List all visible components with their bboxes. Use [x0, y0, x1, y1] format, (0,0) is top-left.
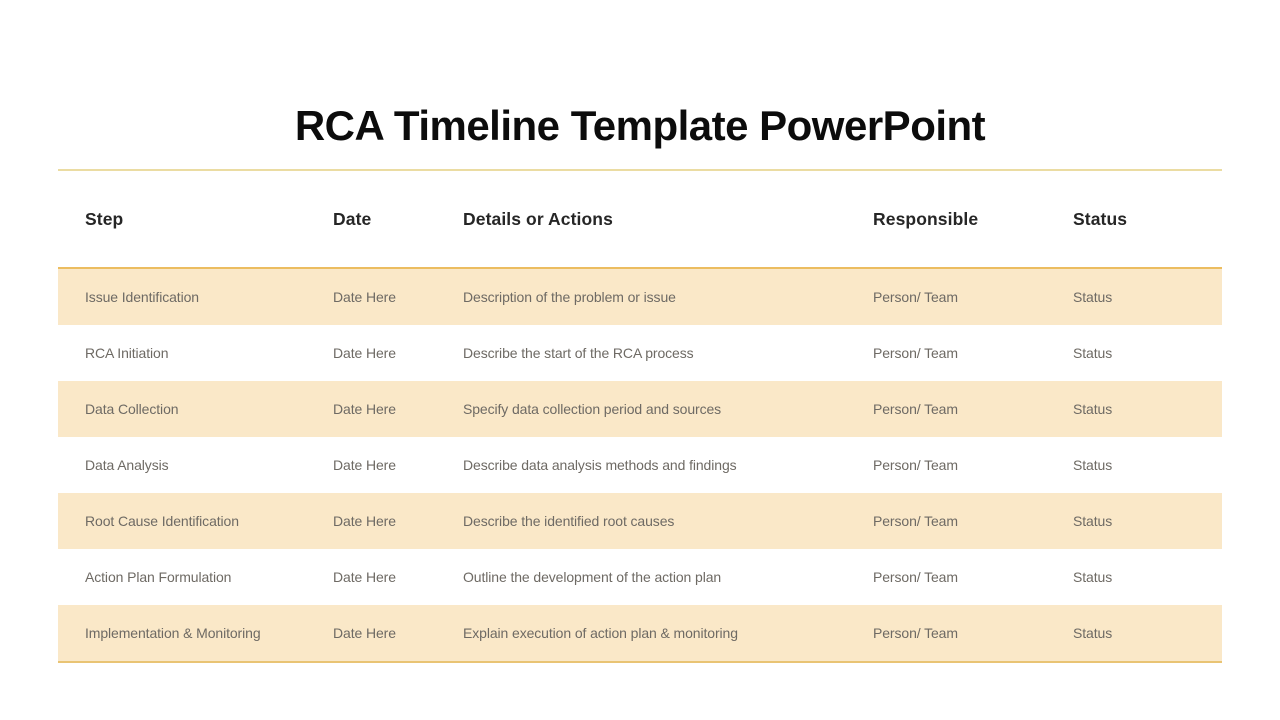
details-cell: Describe the start of the RCA process — [463, 345, 694, 361]
details-cell: Describe data analysis methods and findings — [463, 457, 737, 473]
details-cell: Outline the development of the action plan — [463, 569, 722, 585]
status-cell: Status — [1073, 625, 1113, 641]
step-cell: Root Cause Identification — [85, 513, 239, 529]
details-cell: Explain execution of action plan & monitoring — [463, 625, 738, 641]
table-row — [58, 381, 1222, 437]
status-cell: Status — [1073, 345, 1113, 361]
column-header-date: Date — [333, 208, 372, 229]
column-header-step: Step — [85, 208, 124, 229]
slide-title: RCA Timeline Template PowerPoint — [294, 102, 986, 150]
step-cell: Action Plan Formulation — [85, 569, 232, 585]
column-header-details: Details or Actions — [463, 208, 613, 229]
responsible-cell: Person/ Team — [873, 569, 958, 585]
table-header-row — [58, 171, 1222, 267]
step-cell: Data Analysis — [85, 457, 169, 473]
responsible-cell: Person/ Team — [873, 289, 958, 305]
table-row — [58, 605, 1222, 661]
details-cell: Describe the identified root causes — [463, 513, 675, 529]
table-row — [58, 325, 1222, 381]
date-cell: Date Here — [333, 513, 396, 529]
responsible-cell: Person/ Team — [873, 513, 958, 529]
column-header-responsible: Responsible — [873, 208, 979, 229]
table-row — [58, 549, 1222, 605]
details-cell: Specify data collection period and sources — [463, 401, 722, 417]
column-header-status: Status — [1073, 208, 1128, 229]
step-cell: RCA Initiation — [85, 345, 169, 361]
details-cell: Description of the problem or issue — [463, 289, 676, 305]
table-row — [58, 269, 1222, 325]
date-cell: Date Here — [333, 345, 396, 361]
responsible-cell: Person/ Team — [873, 401, 958, 417]
step-cell: Data Collection — [85, 401, 179, 417]
date-cell: Date Here — [333, 625, 396, 641]
responsible-cell: Person/ Team — [873, 457, 958, 473]
responsible-cell: Person/ Team — [873, 345, 958, 361]
status-cell: Status — [1073, 457, 1113, 473]
status-cell: Status — [1073, 569, 1113, 585]
step-cell: Implementation & Monitoring — [85, 625, 261, 641]
table-row — [58, 437, 1222, 493]
rca-timeline-table — [58, 169, 1222, 663]
table-row — [58, 493, 1222, 549]
table-body — [58, 267, 1222, 663]
status-cell: Status — [1073, 401, 1113, 417]
step-cell: Issue Identification — [85, 289, 199, 305]
date-cell: Date Here — [333, 569, 396, 585]
status-cell: Status — [1073, 289, 1113, 305]
status-cell: Status — [1073, 513, 1113, 529]
date-cell: Date Here — [333, 289, 396, 305]
responsible-cell: Person/ Team — [873, 625, 958, 641]
date-cell: Date Here — [333, 457, 396, 473]
date-cell: Date Here — [333, 401, 396, 417]
